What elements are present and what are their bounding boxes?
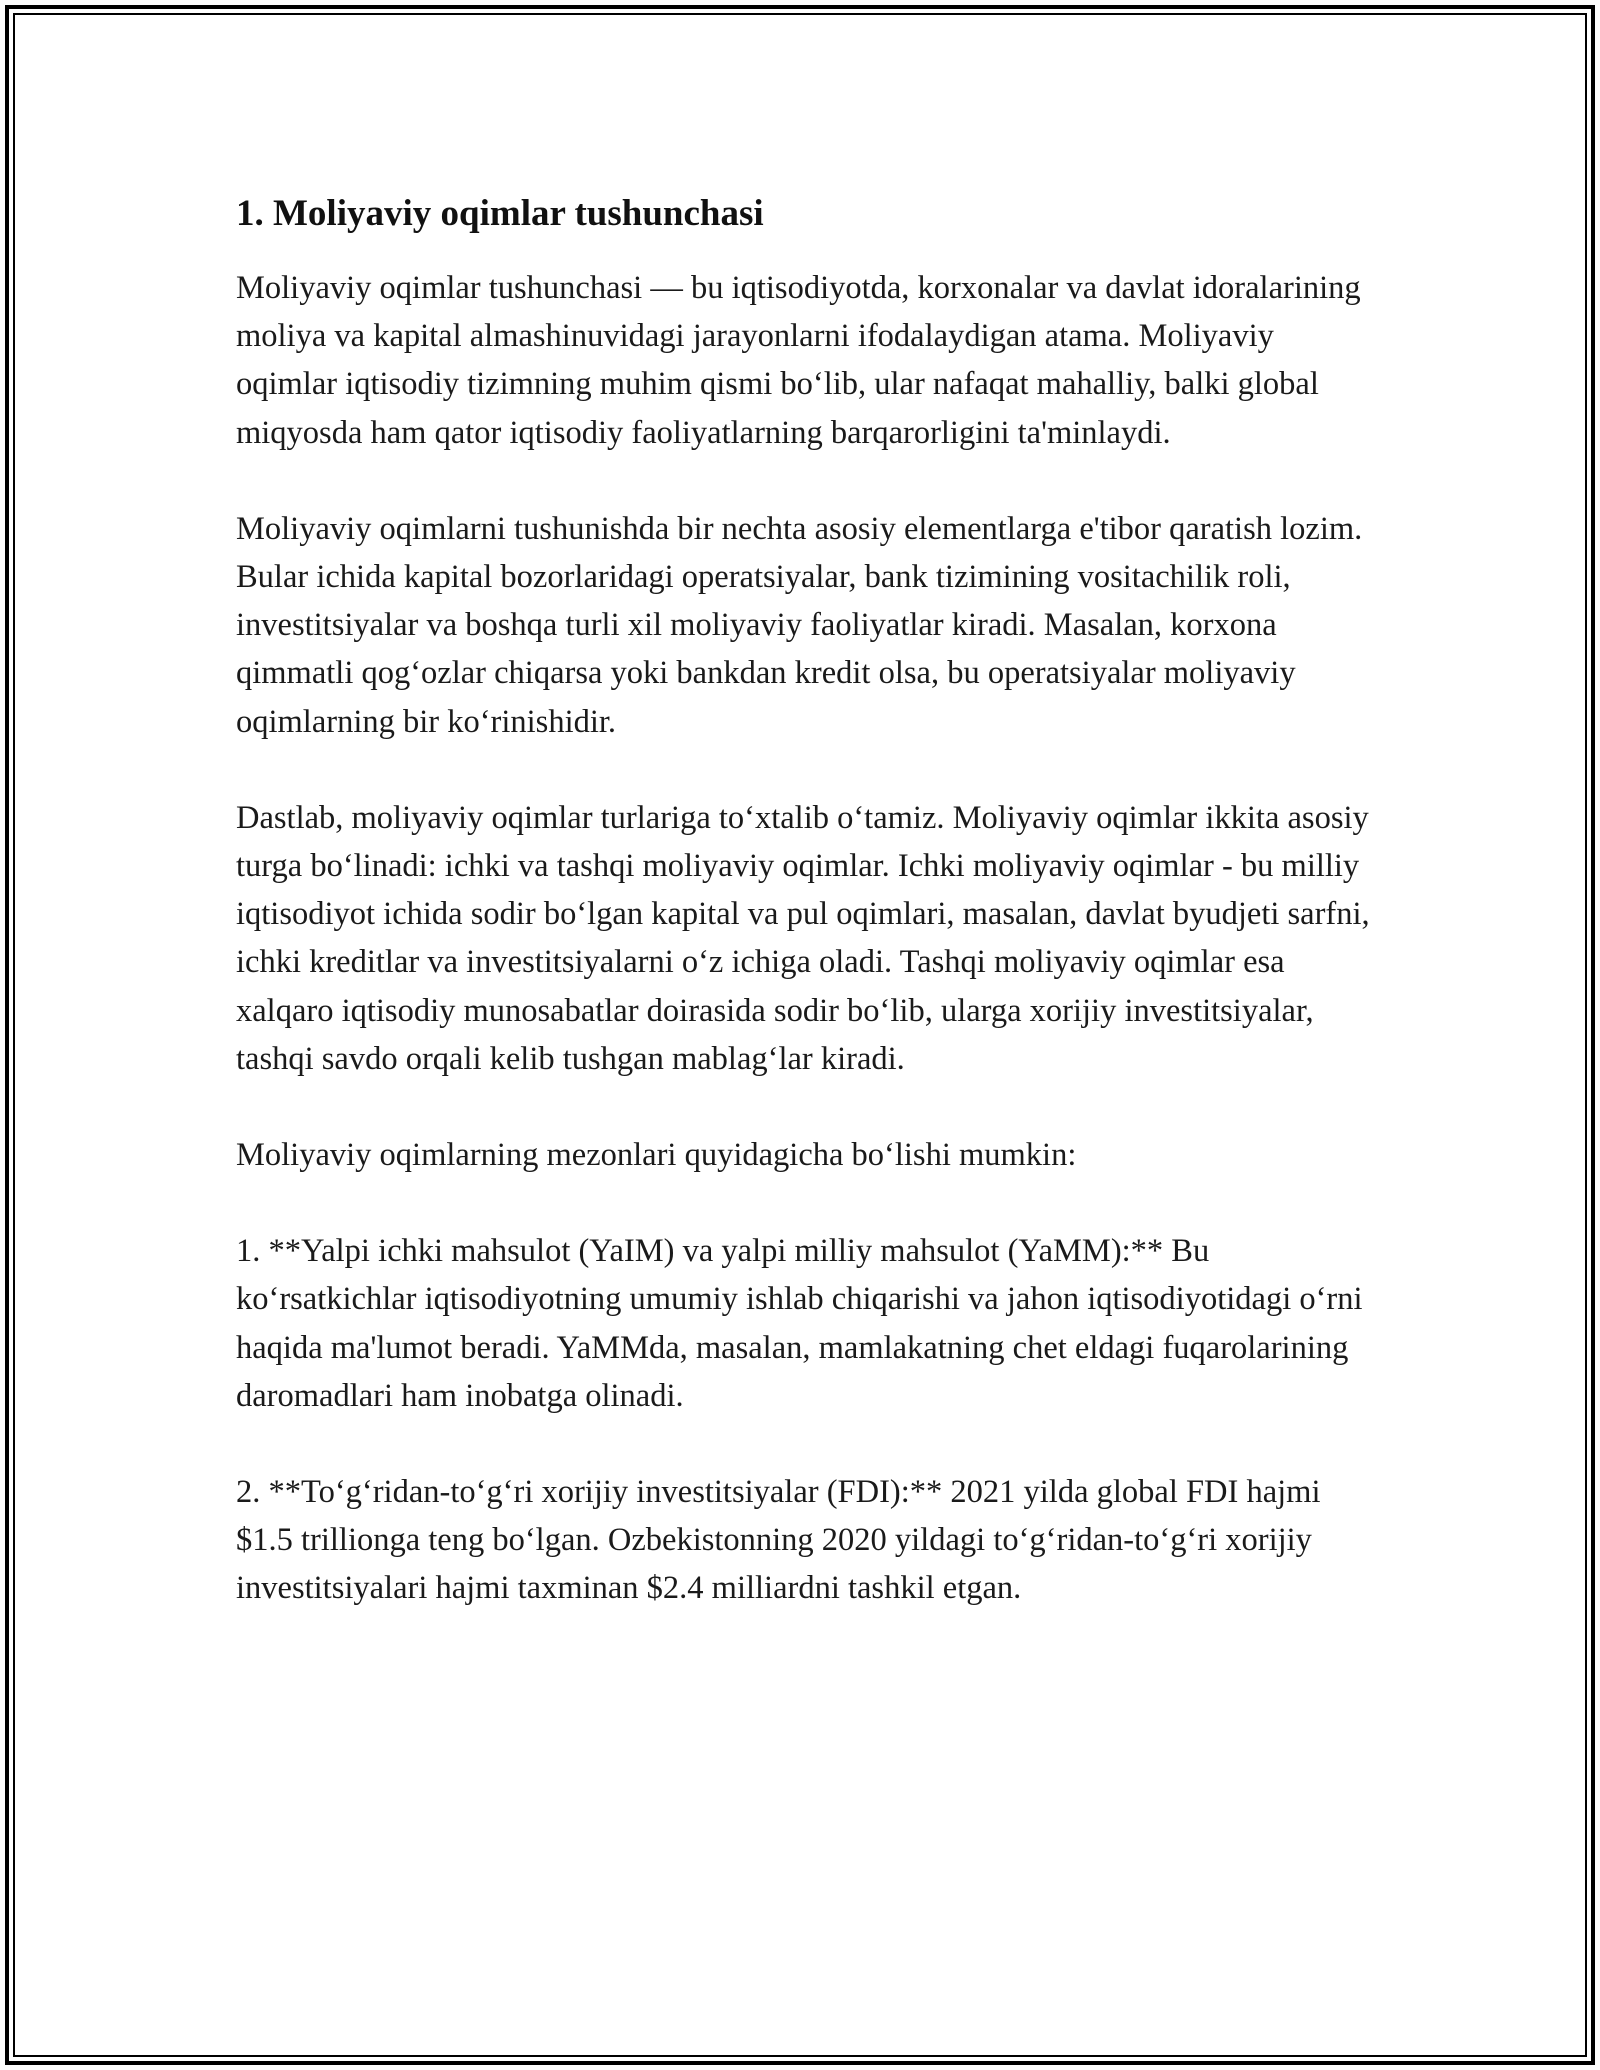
- paragraph-types: Dastlab, moliyaviy oqimlar turlariga toʻxtalib oʻtamiz. Moliyaviy oqimlar ikkita asosiy turga boʻlinadi: ichki va tashqi moliyaviy oqimlar. Ichki moliyaviy oqimlar - bu milliy iqtisodiyot ichida sodir boʻlgan kapital va pul oqimlari, masalan, davlat byudjeti sarfni, ichki kreditlar va investitsiyalarni oʻz ichiga oladi. Tashqi moliyaviy oqimlar esa xalqaro iqtisodiy munosabatlar doirasida sodir boʻlib, ularga xorijiy investitsiyalar, tashqi savdo orqali kelib tushgan mablagʻlar kiradi.: [236, 799, 1370, 1077]
- document-body: [236, 186, 1376, 1661]
- list-item-gdp: 1. **Yalpi ichki mahsulot (YaIM) va yalpi milliy mahsulot (YaMM):** Bu koʻrsatkichlar iqtisodiyotning umumiy ishlab chiqarishi va jahon iqtisodiyotidagi oʻrni haqida ma'lumot beradi. YaMMda, masalan, mamlakatning chet eldagi fuqarolarining daromadlari ham inobatga olinadi.: [236, 1233, 1363, 1414]
- paragraph-definition: Moliyaviy oqimlar tushunchasi — bu iqtisodiyotda, korxonalar va davlat idoralarining moliya va kapital almashinuvidagi jarayonlarni ifodalaydigan atama. Moliyaviy oqimlar iqtisodiy tizimning muhim qismi boʻlib, ular nafaqat mahalliy, balki global miqyosda ham qator iqtisodiy faoliyatlarning barqarorligini ta'minlaydi.: [236, 270, 1361, 451]
- paragraph-elements: Moliyaviy oqimlarni tushunishda bir nechta asosiy elementlarga e'tibor qaratish lozim. Bular ichida kapital bozorlaridagi operatsiyalar, bank tizimining vositachilik roli, investitsiyalar va boshqa turli xil moliyaviy faoliyatlar kiradi. Masalan, korxona qimmatli qogʻozlar chiqarsa yoki bankdan kredit olsa, bu operatsiyalar moliyaviy oqimlarning bir koʻrinishidir.: [236, 510, 1363, 740]
- list-item-fdi: 2. **Toʻgʻridan-toʻgʻri xorijiy investitsiyalar (FDI):** 2021 yilda global FDI hajmi $1.5 trillionga teng boʻlgan. Ozbekistonning 2020 yildagi toʻgʻridan-toʻgʻri xorijiy investitsiyalari hajmi taxminan $2.4 milliardni tashkil etgan.: [236, 1474, 1321, 1607]
- section-heading: 1. Moliyaviy oqimlar tushunchasi: [236, 193, 764, 234]
- paragraph-criteria-intro: Moliyaviy oqimlarning mezonlari quyidagicha boʻlishi mumkin:: [236, 1137, 1077, 1174]
